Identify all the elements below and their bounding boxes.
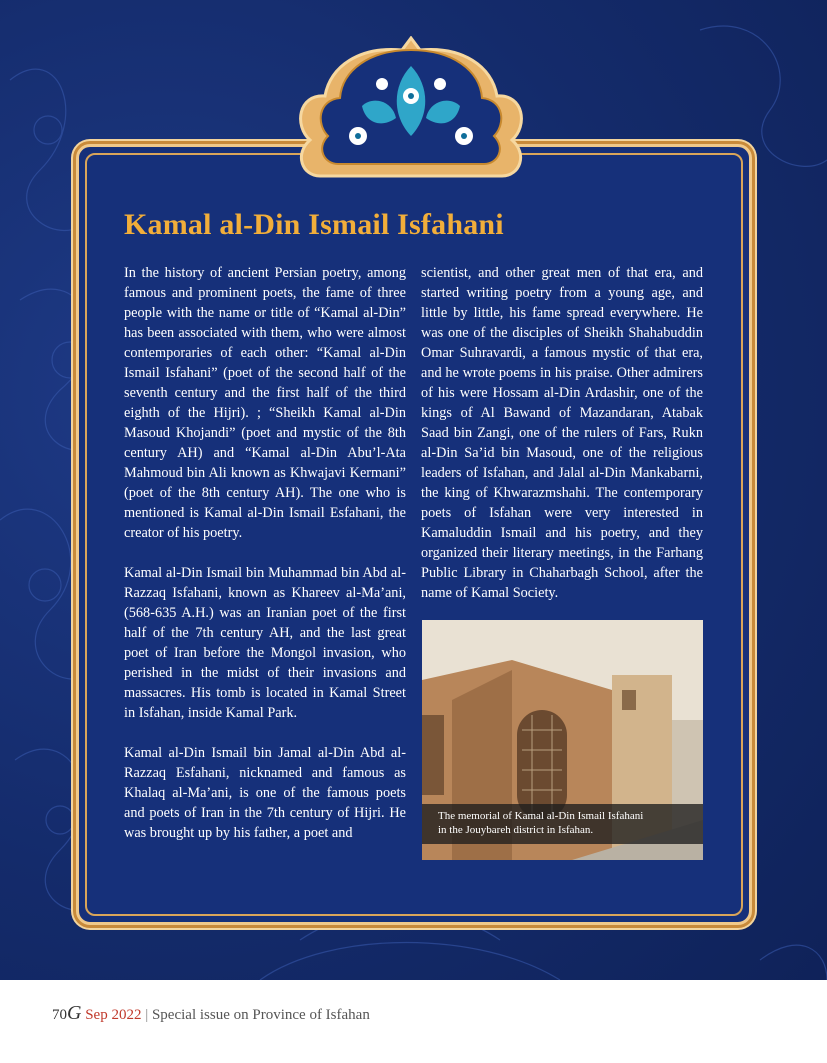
article-title: Kamal al-Din Ismail Isfahani — [124, 208, 504, 241]
issue-date: Sep 2022 — [85, 1007, 142, 1023]
footer-separator: | — [145, 1007, 149, 1023]
ornamental-crest-icon — [292, 36, 530, 182]
caption-line: in the Jouybareh district in Isfahan. — [438, 824, 594, 836]
paragraph: scientist, and other great men of that era, and started writing poetry from a young age, and little by little, his fame spread everywhere. He was one of the disciples of Sheikh Shahabuddin Omar Suhravardi, a famous mystic of that era, and he wrote poems in his praise. Other admirers of his were Hossam al-Din Ardashir, one of the kings of Al Bawand of Mazandaran, Atabak Saad bin Zangi, one of the rulers of Fars, Rukn al-Din Sa’id bin Masoud, one of the religious leaders of Isfahan, and Jalal al-Din Mankabarni, the king of Khwarazmshahi. The contemporary poets of Isfahan were very interested in Kamaluddin Ismail and his poetry, and they organized their literary meetings, in the Farhang Public Library in Chaharbagh School, after the name of Kamal Society. — [421, 265, 703, 601]
left-text-column — [124, 263, 406, 863]
memorial-photo — [422, 620, 703, 860]
issue-title: Special issue on Province of Isfahan — [151, 1007, 370, 1023]
right-text-column — [421, 263, 703, 623]
paragraph: Kamal al-Din Ismail bin Muhammad bin Abd al-Razzaq Isfahani, known as Khareev al-Ma’ani, (568-635 A.H.) was an Iranian poet of the first half of the 7th century AH, and the last great poet of Iran before the Mongol invasion, who perished in the midst of their invasions and massacres. His tomb is located in Kamal Street in Isfahan, inside Kamal Park. — [124, 565, 406, 721]
photo-caption — [422, 804, 703, 844]
magazine-logo-icon: G — [67, 1002, 82, 1024]
page-footer — [52, 1002, 370, 1025]
paragraph: Kamal al-Din Ismail bin Jamal al-Din Abd al-Razzaq Esfahani, nicknamed and famous as Khalaq al-Ma’ani, is one of the famous poets and poets of Iran in the 7th century of Hijri. He was brought up by his father, a poet and — [124, 745, 406, 841]
caption-line: The memorial of Kamal al-Din Ismail Isfahani — [438, 810, 644, 822]
page-number: 70 — [52, 1007, 67, 1023]
paragraph: In the history of ancient Persian poetry, among famous and prominent poets, the fame of three people with the name or title of “Kamal al-Din” has been associated with them, who were almost contemporaries of each other: “Kamal al-Din Ismail Isfahani” (poet of the second half of the seventh century and the first half of the third eighth of the Hijri). ; “Sheikh Kamal al-Din Masoud Khojandi” (poet and mystic of the 8th century AH) and “Kamal al-Din Abu’l-Ata Mahmoud bin Ali known as Khwajavi Kermani” (poet of the 8th century AH). The one who is mentioned is Kamal al-Din Ismail Esfahani, the creator of his poetry. — [124, 265, 406, 541]
